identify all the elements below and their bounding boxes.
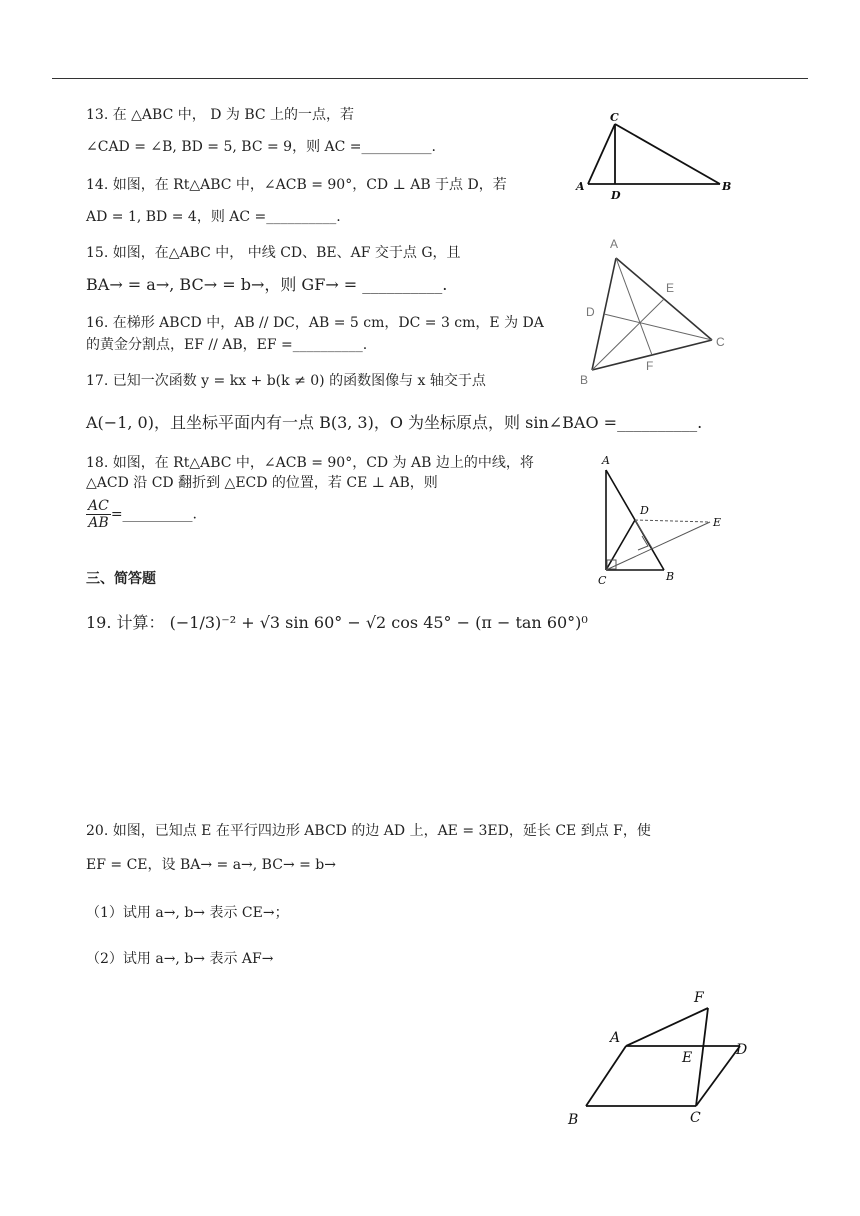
figure-18-fold	[592, 450, 742, 590]
fig18-label-d: D	[640, 504, 649, 517]
q20-line2: EF = CE，设 BA→ = a→, BC→ = b→	[86, 857, 336, 873]
fig20-label-e: E	[682, 1050, 693, 1066]
q18-fraction	[86, 498, 111, 531]
figure-15-medians	[578, 234, 738, 390]
q19-label: 19. 计算：	[86, 613, 165, 632]
q13-line1: 13. 在 △ABC 中， D 为 BC 上的一点，若	[86, 107, 355, 123]
q19-line	[86, 614, 588, 632]
q13-line2: ∠CAD = ∠B, BD = 5, BC = 9，则 AC =__________.	[86, 139, 436, 155]
q14-line2: AD = 1, BD = 4，则 AC =__________.	[86, 209, 341, 225]
fig13-label-a: A	[576, 180, 585, 193]
q18-frac-num: AC	[88, 498, 109, 514]
fig15-label-d: D	[586, 305, 595, 319]
fig18-label-b: B	[666, 570, 675, 583]
fig20-label-d: D	[736, 1042, 748, 1058]
q16-line2: 的黄金分割点，EF // AB，EF =__________.	[86, 337, 368, 353]
q16-line1: 16. 在梯形 ABCD 中，AB // DC，AB = 5 cm，DC = 3 cm，E 为 DA	[86, 315, 544, 331]
fig15-label-f: F	[646, 359, 654, 373]
q18-line1: 18. 如图，在 Rt△ABC 中，∠ACB = 90°，CD 为 AB 边上的中线，将	[86, 455, 534, 471]
fig20-label-b: B	[568, 1112, 579, 1128]
fig13-label-b: B	[722, 180, 732, 193]
figure-13-triangle	[570, 108, 740, 208]
q20-part2: （2）试用 a→, b→ 表示 AF→	[86, 951, 274, 967]
fig13-label-c: C	[610, 111, 619, 124]
section-title: 三、简答题	[86, 571, 156, 587]
fig18-label-c: C	[598, 574, 607, 587]
header-rule	[52, 78, 808, 79]
fig15-label-e: E	[666, 281, 675, 295]
q19-expression: (−1/3)⁻² + √3 sin 60° − √2 cos 45° − (π − tan 60°)⁰	[169, 613, 588, 632]
fig20-label-c: C	[690, 1110, 701, 1126]
q18-line2: △ACD 沿 CD 翻折到 △ECD 的位置，若 CE ⊥ AB，则	[86, 475, 438, 491]
q15-line1: 15. 如图，在△ABC 中， 中线 CD、BE、AF 交于点 G，且	[86, 245, 461, 261]
q18-frac-den: AB	[88, 515, 109, 531]
fig20-label-f: F	[694, 990, 704, 1006]
q20-part1: （1）试用 a→, b→ 表示 CE→；	[86, 905, 289, 921]
q15-line2: BA→ = a→, BC→ = b→，则 GF→ = __________.	[86, 275, 448, 294]
q20-line1: 20. 如图，已知点 E 在平行四边形 ABCD 的边 AD 上，AE = 3ED，延长 CE 到点 F，使	[86, 823, 651, 839]
fig20-label-a: A	[610, 1030, 621, 1046]
fig15-label-a: A	[610, 237, 619, 251]
fig15-label-b: B	[580, 373, 589, 387]
q18-line3	[86, 498, 197, 531]
fig18-label-e: E	[713, 516, 722, 529]
q18-tail: =__________.	[110, 506, 198, 523]
q17-line2: A(−1, 0)，且坐标平面内有一点 B(3, 3)，O 为坐标原点，则 sin∠BAO =__________.	[86, 413, 703, 432]
fig13-label-d: D	[611, 189, 621, 202]
fig15-label-c: C	[716, 335, 725, 349]
q17-line1: 17. 已知一次函数 y = kx + b(k ≠ 0) 的函数图像与 x 轴交于点	[86, 373, 486, 389]
figure-20-parallelogram	[560, 984, 780, 1134]
q14-line1: 14. 如图，在 Rt△ABC 中，∠ACB = 90°，CD ⊥ AB 于点 D，若	[86, 177, 507, 193]
fig18-label-a: A	[602, 454, 610, 467]
